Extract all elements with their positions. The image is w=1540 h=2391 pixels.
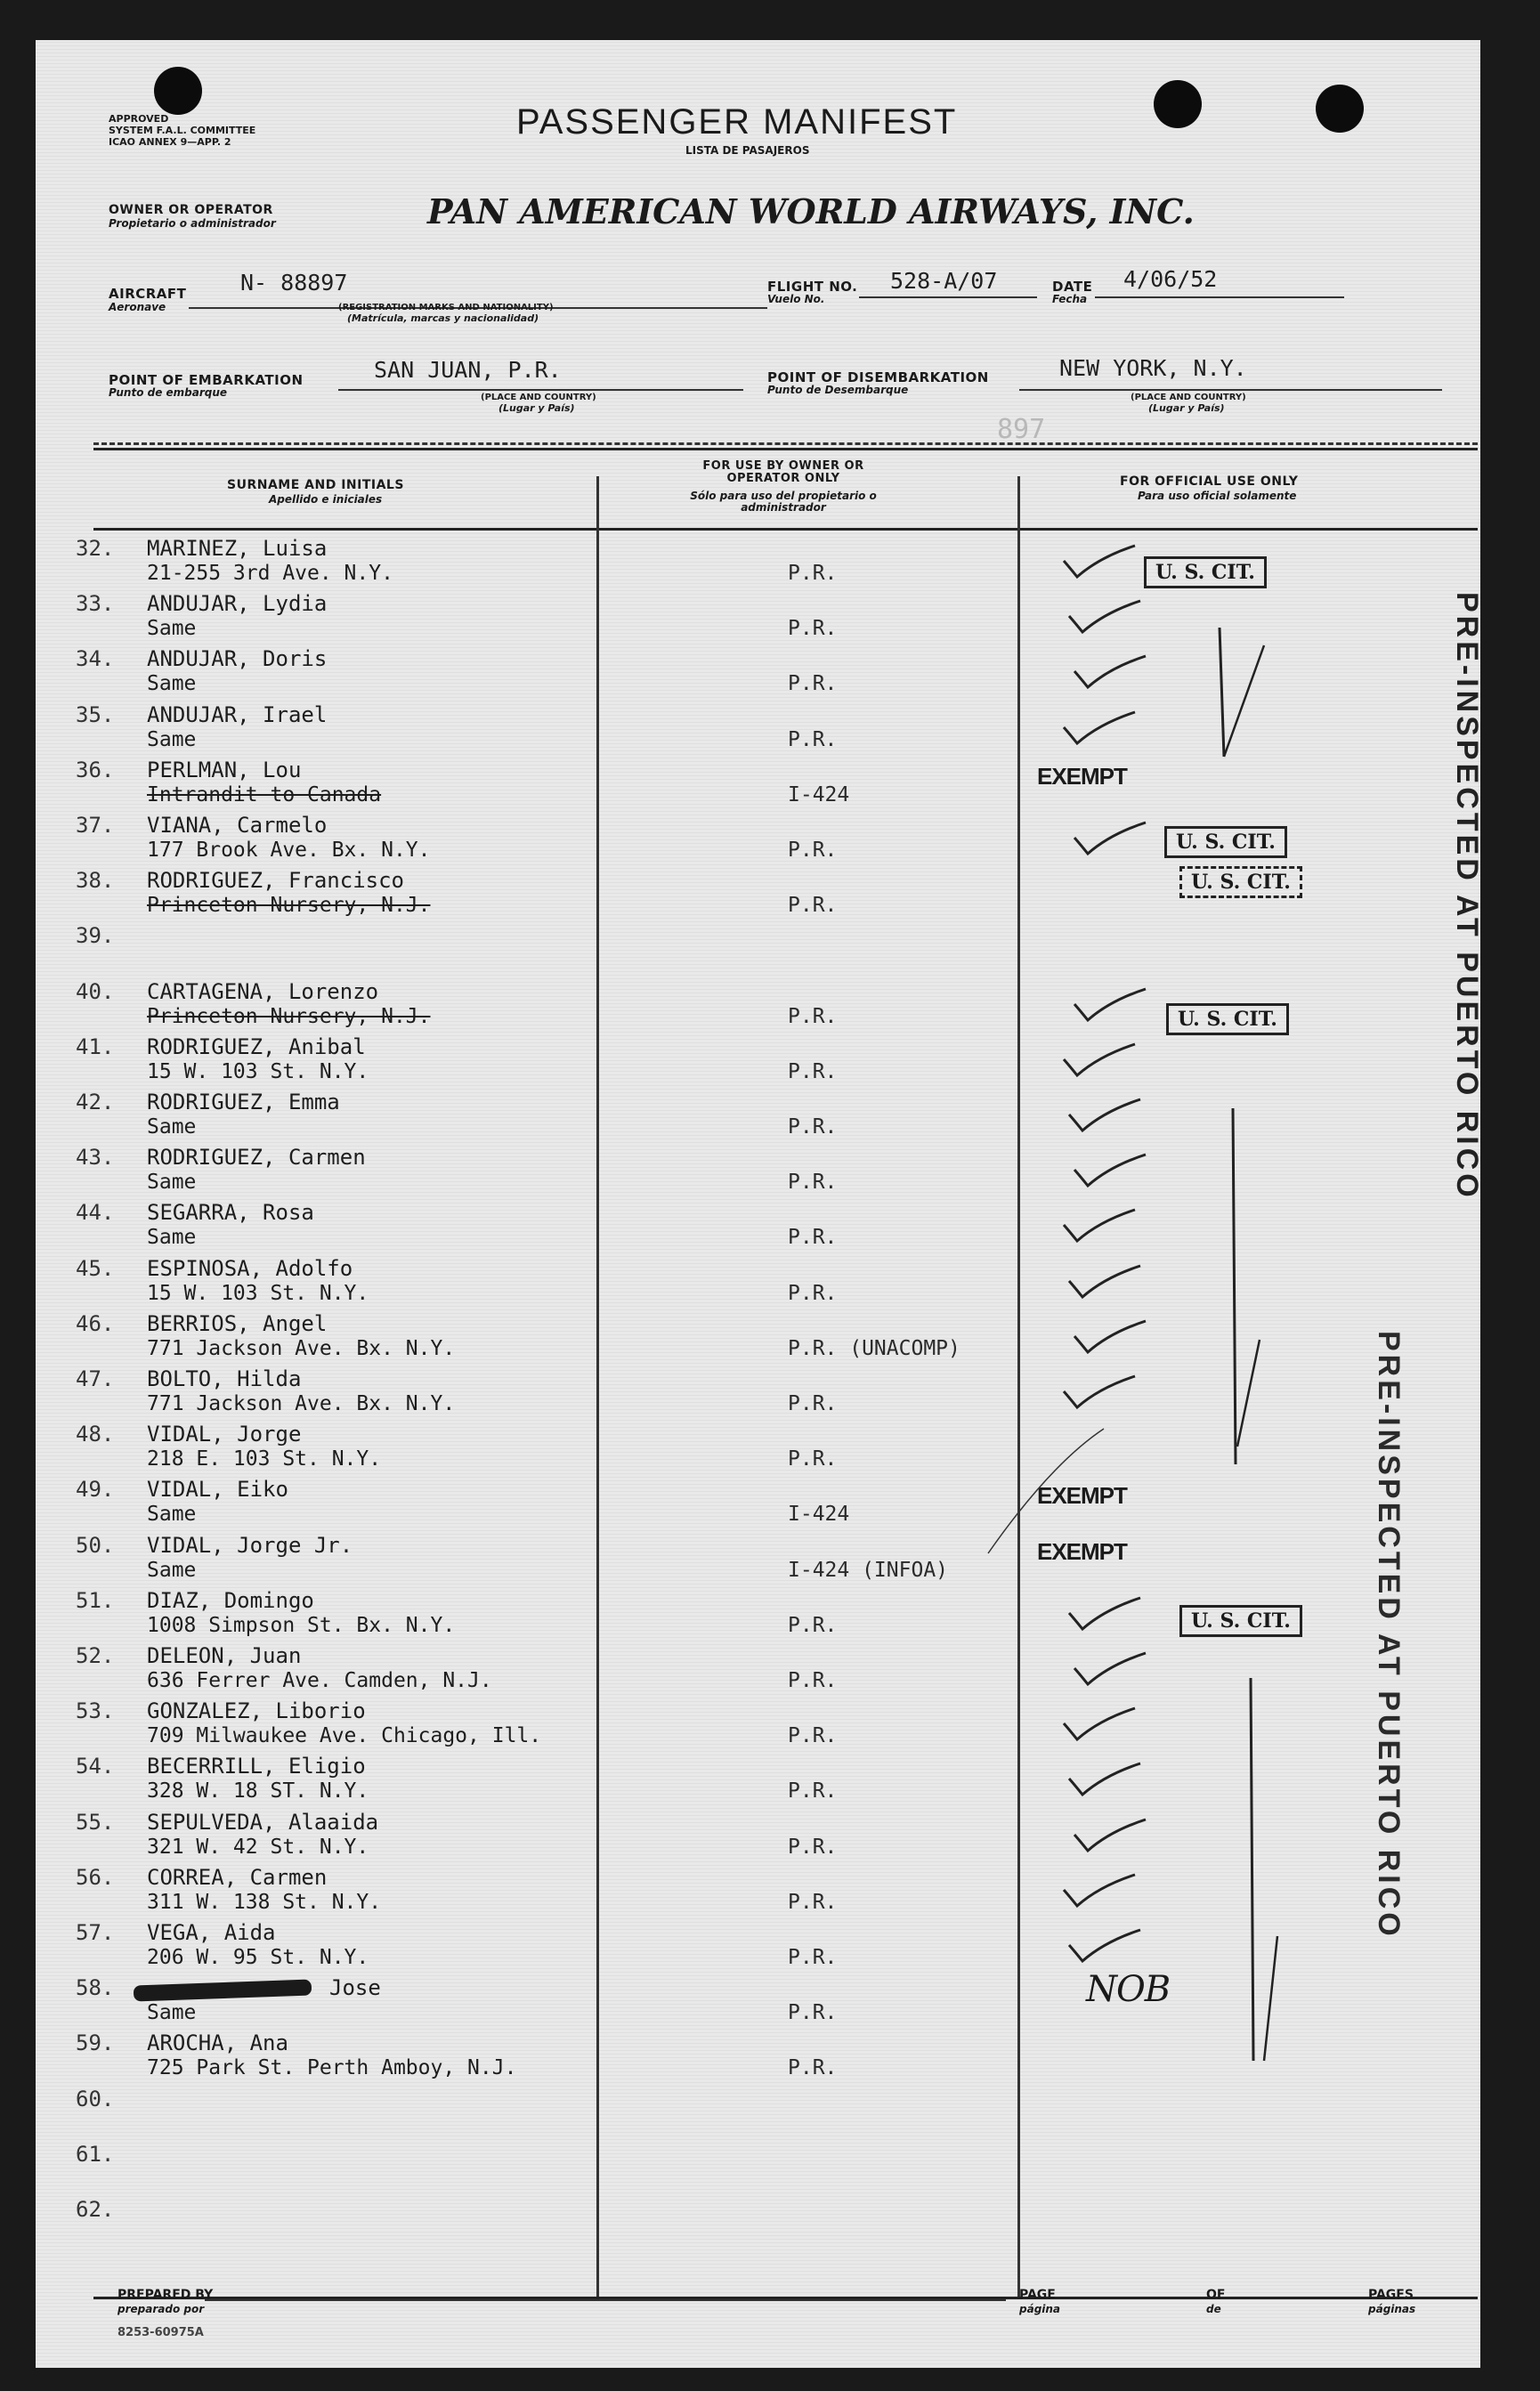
operator-entry: P.R.	[788, 1669, 838, 1692]
aircraft-label-es: Aeronave	[109, 301, 166, 313]
pages-label-es: páginas	[1368, 2303, 1416, 2315]
passenger-address: 1008 Simpson St. Bx. N.Y.	[147, 1613, 456, 1637]
passenger-name: RODRIGUEZ, Anibal	[147, 1033, 366, 1059]
of-label-es: de	[1206, 2303, 1221, 2315]
passenger-name: VIANA, Carmelo	[147, 813, 328, 838]
operator-entry: P.R.	[788, 672, 838, 696]
approval-line: APPROVED	[109, 113, 169, 125]
row-number: 59.	[76, 2030, 115, 2056]
name-column-header: SURNAME AND INITIALS	[227, 478, 404, 492]
operator-entry: P.R.	[788, 1890, 838, 1914]
passenger-address: 771 Jackson Ave. Bx. N.Y.	[147, 1392, 456, 1415]
passenger-address: 21-255 3rd Ave. N.Y.	[147, 562, 393, 585]
passenger-address: 15 W. 103 St. N.Y.	[147, 1281, 369, 1305]
date-label-es: Fecha	[1052, 293, 1088, 305]
row-number: 58.	[76, 1975, 115, 2001]
registration-caption: (REGISTRATION MARKS AND NATIONALITY)	[338, 303, 554, 312]
operator-entry: P.R.	[788, 1835, 838, 1859]
passenger-name: VEGA, Aida	[147, 1920, 276, 1945]
row-number: 38.	[76, 868, 115, 894]
row-number: 33.	[76, 591, 115, 617]
operator-entry: P.R.	[788, 617, 838, 641]
row-number: 46.	[76, 1310, 115, 1336]
row-number: 44.	[76, 1200, 115, 1226]
us-cit-stamp: U. S. CIT.	[1164, 826, 1287, 858]
form-title: PASSENGER MANIFEST	[516, 102, 958, 142]
passenger-address: Same	[147, 617, 197, 641]
flight-label-es: Vuelo No.	[767, 293, 825, 305]
aircraft-label: AIRCRAFT	[109, 286, 187, 302]
passenger-name: ANDUJAR, Doris	[147, 646, 328, 672]
preinspected-stamp: PRE-INSPECTED AT PUERTO RICO	[1372, 1331, 1406, 1940]
row-number: 34.	[76, 646, 115, 672]
row-number: 45.	[76, 1255, 115, 1281]
form-number: 8253-60975A	[118, 2326, 204, 2339]
owner-label: OWNER OR OPERATOR	[109, 203, 273, 217]
passenger-address: Same	[147, 1226, 197, 1250]
row-number: 54.	[76, 1754, 115, 1779]
embark-label-es: Punto de embarque	[109, 386, 228, 399]
form-title-es: LISTA DE PASAJEROS	[685, 144, 810, 157]
page-label: PAGE	[1019, 2288, 1056, 2302]
row-number: 55.	[76, 1809, 115, 1835]
row-number: 51.	[76, 1587, 115, 1613]
passenger-name: CARTAGENA, Lorenzo	[147, 978, 379, 1004]
preinspected-stamp: PRE-INSPECTED AT PUERTO RICO	[1450, 592, 1484, 1201]
row-number: 62.	[76, 2197, 115, 2222]
pages-label: PAGES	[1368, 2288, 1414, 2302]
row-number: 39.	[76, 923, 115, 949]
row-number: 61.	[76, 2141, 115, 2167]
embark-label: POINT OF EMBARKATION	[109, 372, 304, 388]
passenger-address: Same	[147, 1558, 197, 1582]
approval-line: ICAO ANNEX 9—APP. 2	[109, 136, 231, 148]
passenger-address: Intrandit to Canada	[147, 782, 382, 806]
name-column-header-es: Apellido e iniciales	[269, 493, 383, 506]
passenger-name: AROCHA, Ana	[147, 2030, 288, 2056]
operator-entry: P.R.	[788, 1946, 838, 1969]
disembark-caption-es: (Lugar y País)	[1148, 402, 1225, 414]
us-cit-stamp: U. S. CIT.	[1144, 556, 1267, 588]
passenger-name: ANDUJAR, Lydia	[147, 591, 328, 617]
row-number: 56.	[76, 1864, 115, 1890]
passenger-name: MARINEZ, Luisa	[147, 536, 328, 561]
passenger-name: RODRIGUEZ, Carmen	[147, 1145, 366, 1171]
passenger-address: 206 W. 95 St. N.Y.	[147, 1946, 369, 1969]
row-number: 32.	[76, 536, 115, 561]
row-number: 36.	[76, 757, 115, 782]
passenger-address: 15 W. 103 St. N.Y.	[147, 1059, 369, 1083]
operator-entry: P.R.	[788, 1004, 838, 1028]
disembark-label: POINT OF DISEMBARKATION	[767, 369, 989, 385]
operator-entry: P.R.	[788, 1226, 838, 1250]
operator-entry: P.R.	[788, 1724, 838, 1748]
owner-label-es: Propietario o administrador	[109, 217, 276, 230]
passenger-name: VIDAL, Jorge	[147, 1422, 302, 1447]
operator-entry: P.R.	[788, 727, 838, 751]
us-cit-stamp: U. S. CIT.	[1179, 1605, 1302, 1637]
exempt-mark: EXEMPT	[1037, 1537, 1127, 1565]
airline-name: PAN AMERICAN WORLD AIRWAYS, INC.	[427, 191, 1195, 231]
passenger-address: Princeton Nursery, N.J.	[147, 894, 431, 918]
row-number: 40.	[76, 978, 115, 1004]
passenger-address: Princeton Nursery, N.J.	[147, 1004, 431, 1028]
owner-column-header-es: Sólo para uso del propietario o administrador	[690, 490, 877, 514]
operator-entry: P.R.	[788, 1613, 838, 1637]
flight-value: 528-A/07	[890, 268, 998, 294]
passenger-name: RODRIGUEZ, Francisco	[147, 868, 404, 894]
flight-label: FLIGHT NO.	[767, 279, 858, 295]
manifest-sheet	[36, 40, 1484, 2368]
row-number: 42.	[76, 1090, 115, 1114]
row-number: 41.	[76, 1033, 115, 1059]
row-number: 60.	[76, 2086, 115, 2111]
row-number: 50.	[76, 1532, 115, 1558]
operator-entry: P.R.	[788, 1392, 838, 1415]
official-column-header-es: Para uso oficial solamente	[1138, 490, 1297, 502]
embark-caption-es: (Lugar y País)	[498, 402, 575, 414]
passenger-address: 725 Park St. Perth Amboy, N.J.	[147, 2056, 517, 2080]
of-label: OF	[1206, 2288, 1226, 2302]
official-column-header: FOR OFFICIAL USE ONLY	[1120, 474, 1299, 489]
operator-entry: P.R.	[788, 1115, 838, 1139]
row-number: 49.	[76, 1477, 115, 1503]
operator-entry: I-424	[788, 782, 850, 806]
operator-entry: P.R.	[788, 1281, 838, 1305]
disembark-caption: (PLACE AND COUNTRY)	[1131, 393, 1246, 402]
row-number: 43.	[76, 1145, 115, 1171]
passenger-name: DELEON, Juan	[147, 1643, 302, 1668]
passenger-name: ESPINOSA, Adolfo	[147, 1255, 353, 1281]
row-number: 48.	[76, 1422, 115, 1447]
handwritten-note: NOB	[1086, 1969, 1171, 2011]
us-cit-stamp: U. S. CIT.	[1166, 1003, 1289, 1035]
operator-entry: P.R.	[788, 2056, 838, 2080]
us-cit-stamp: U. S. CIT.	[1179, 866, 1302, 898]
passenger-address: 321 W. 42 St. N.Y.	[147, 1835, 369, 1859]
operator-entry: P.R.	[788, 1059, 838, 1083]
operator-entry: P.R.	[788, 2001, 838, 2025]
passenger-address: 771 Jackson Ave. Bx. N.Y.	[147, 1336, 456, 1360]
passenger-address: 311 W. 138 St. N.Y.	[147, 1890, 382, 1914]
faint-number: 897	[997, 414, 1046, 445]
registration-caption-es: (Matrícula, marcas y nacionalidad)	[347, 312, 539, 324]
approval-line: SYSTEM F.A.L. COMMITTEE	[109, 125, 256, 136]
row-number: 57.	[76, 1920, 115, 1945]
operator-entry: P.R.	[788, 1447, 838, 1471]
passenger-address: 328 W. 18 ST. N.Y.	[147, 1779, 369, 1803]
aircraft-value: N- 88897	[240, 270, 348, 296]
passenger-name: SEPULVEDA, Alaaida	[147, 1809, 379, 1835]
date-value: 4/06/52	[1123, 266, 1218, 292]
operator-entry: P.R.	[788, 894, 838, 918]
embark-caption: (PLACE AND COUNTRY)	[481, 393, 596, 402]
row-number: 47.	[76, 1366, 115, 1391]
row-number: 37.	[76, 813, 115, 838]
passenger-address: Same	[147, 1503, 197, 1527]
operator-entry: P.R.	[788, 839, 838, 862]
passenger-address: 218 E. 103 St. N.Y.	[147, 1447, 382, 1471]
passenger-name: PERLMAN, Lou	[147, 757, 302, 782]
passenger-name: CORREA, Carmen	[147, 1864, 328, 1890]
passenger-name: Jose	[329, 1975, 381, 2001]
prepared-by-label: PREPARED BY	[118, 2288, 214, 2302]
row-number: 52.	[76, 1643, 115, 1668]
disembark-value: NEW YORK, N.Y.	[1059, 355, 1247, 381]
passenger-address: Same	[147, 2001, 197, 2025]
owner-column-header: FOR USE BY OWNER OR OPERATOR ONLY	[702, 459, 864, 485]
operator-entry: P.R.	[788, 1171, 838, 1195]
passenger-name: ANDUJAR, Irael	[147, 701, 328, 727]
exempt-mark: EXEMPT	[1037, 762, 1127, 790]
passenger-name: BOLTO, Hilda	[147, 1366, 302, 1391]
operator-entry: P.R.	[788, 1779, 838, 1803]
passenger-name: VIDAL, Eiko	[147, 1477, 288, 1503]
passenger-address: Same	[147, 1171, 197, 1195]
operator-entry: P.R. (UNACOMP)	[788, 1336, 960, 1360]
embark-value: SAN JUAN, P.R.	[374, 357, 562, 383]
passenger-address: 709 Milwaukee Ave. Chicago, Ill.	[147, 1724, 542, 1748]
passenger-address: Same	[147, 672, 197, 696]
row-number: 53.	[76, 1698, 115, 1724]
passenger-name: BERRIOS, Angel	[147, 1310, 328, 1336]
disembark-label-es: Punto de Desembarque	[767, 384, 909, 396]
passenger-name: DIAZ, Domingo	[147, 1587, 314, 1613]
passenger-address: Same	[147, 1115, 197, 1139]
passenger-address: 177 Brook Ave. Bx. N.Y.	[147, 839, 431, 862]
passenger-name: BECERRILL, Eligio	[147, 1754, 366, 1779]
official-marks	[36, 40, 1480, 2368]
operator-entry: P.R.	[788, 562, 838, 585]
exempt-mark: EXEMPT	[1037, 1482, 1127, 1510]
row-number: 35.	[76, 701, 115, 727]
passenger-address: 636 Ferrer Ave. Camden, N.J.	[147, 1669, 492, 1692]
passenger-name: SEGARRA, Rosa	[147, 1200, 314, 1226]
operator-entry: I-424 (INFOA)	[788, 1558, 949, 1582]
passenger-name: VIDAL, Jorge Jr.	[147, 1532, 353, 1558]
passenger-address: Same	[147, 727, 197, 751]
operator-entry: I-424	[788, 1503, 850, 1527]
prepared-by-label-es: preparado por	[118, 2303, 205, 2315]
date-label: DATE	[1052, 279, 1093, 295]
passenger-name: RODRIGUEZ, Emma	[147, 1090, 340, 1114]
page-label-es: página	[1019, 2303, 1061, 2315]
passenger-name: GONZALEZ, Liborio	[147, 1698, 366, 1724]
